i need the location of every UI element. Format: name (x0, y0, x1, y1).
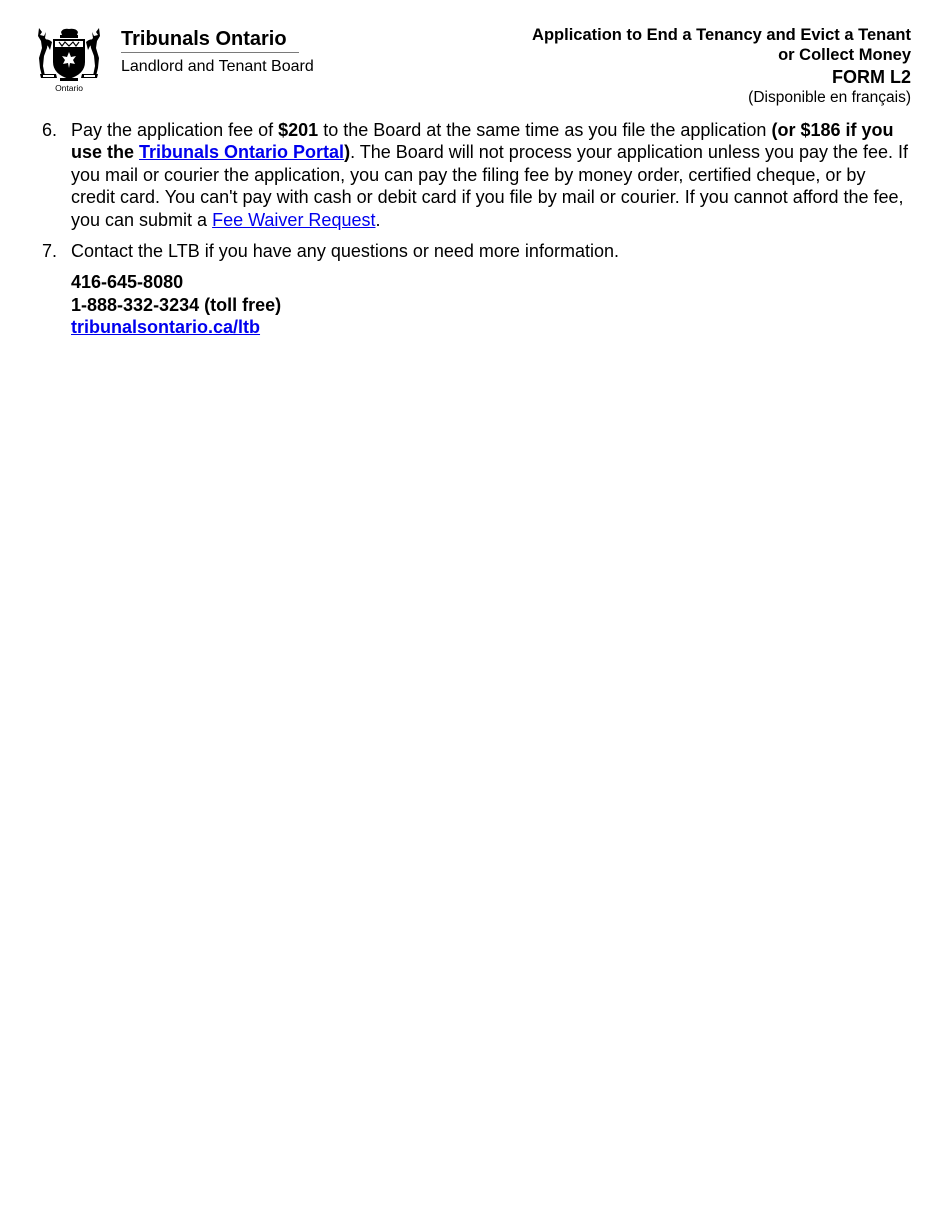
instruction-item-6 (0, 119, 950, 231)
organization-subtitle: Landlord and Tenant Board (121, 58, 314, 75)
crest-caption: Ontario (55, 83, 83, 93)
organization-name: Tribunals Ontario (121, 28, 287, 50)
form-title-block (471, 25, 911, 107)
portal-fee-note-prefix: (or $186 if you use the (71, 120, 894, 163)
instructions-content (0, 119, 950, 339)
tribunals-ontario-portal-link[interactable]: Tribunals Ontario Portal (139, 142, 345, 163)
ontario-coat-of-arms-logo (36, 26, 102, 94)
phone-toll-free: 1-888-332-3234 (toll free) (71, 294, 282, 315)
form-title-line-2: or Collect Money (778, 46, 911, 64)
form-code: FORM L2 (832, 67, 911, 87)
instruction-item-7 (0, 240, 950, 262)
item-6-text-2: to the Board at the same time as you file the application (318, 120, 772, 140)
website-link[interactable]: tribunalsontario.ca/ltb (71, 317, 261, 338)
fee-waiver-request-link[interactable]: Fee Waiver Request (212, 209, 376, 230)
organization-divider (121, 52, 299, 53)
item-6-text-3: . The Board will not process your application unless you pay the fee. If you mail or courier the application, you can pay the filing fee by money order, certified cheque, or by credit card. You can't pay with cash or debit card if you file by mail or courier. If you cannot afford the fee, you can submit a (71, 142, 909, 230)
item-6-text-1: Pay the application fee of (71, 120, 279, 140)
portal-fee-note-suffix: ) (344, 142, 351, 163)
contact-info (0, 271, 950, 338)
item-7-text: Contact the LTB if you have any questions or need more information. (71, 241, 619, 262)
form-title-line-1: Application to End a Tenancy and Evict a Tenant (532, 26, 911, 44)
french-availability-note: (Disponible en français) (748, 89, 911, 106)
item-6-text-4: . (375, 209, 381, 230)
organization-block (121, 27, 321, 77)
application-fee-amount: $201 (278, 120, 319, 140)
phone-local: 416-645-8080 (71, 272, 184, 293)
item-number: 7. (42, 241, 58, 262)
item-number: 6. (42, 120, 58, 140)
page-header (0, 0, 950, 110)
